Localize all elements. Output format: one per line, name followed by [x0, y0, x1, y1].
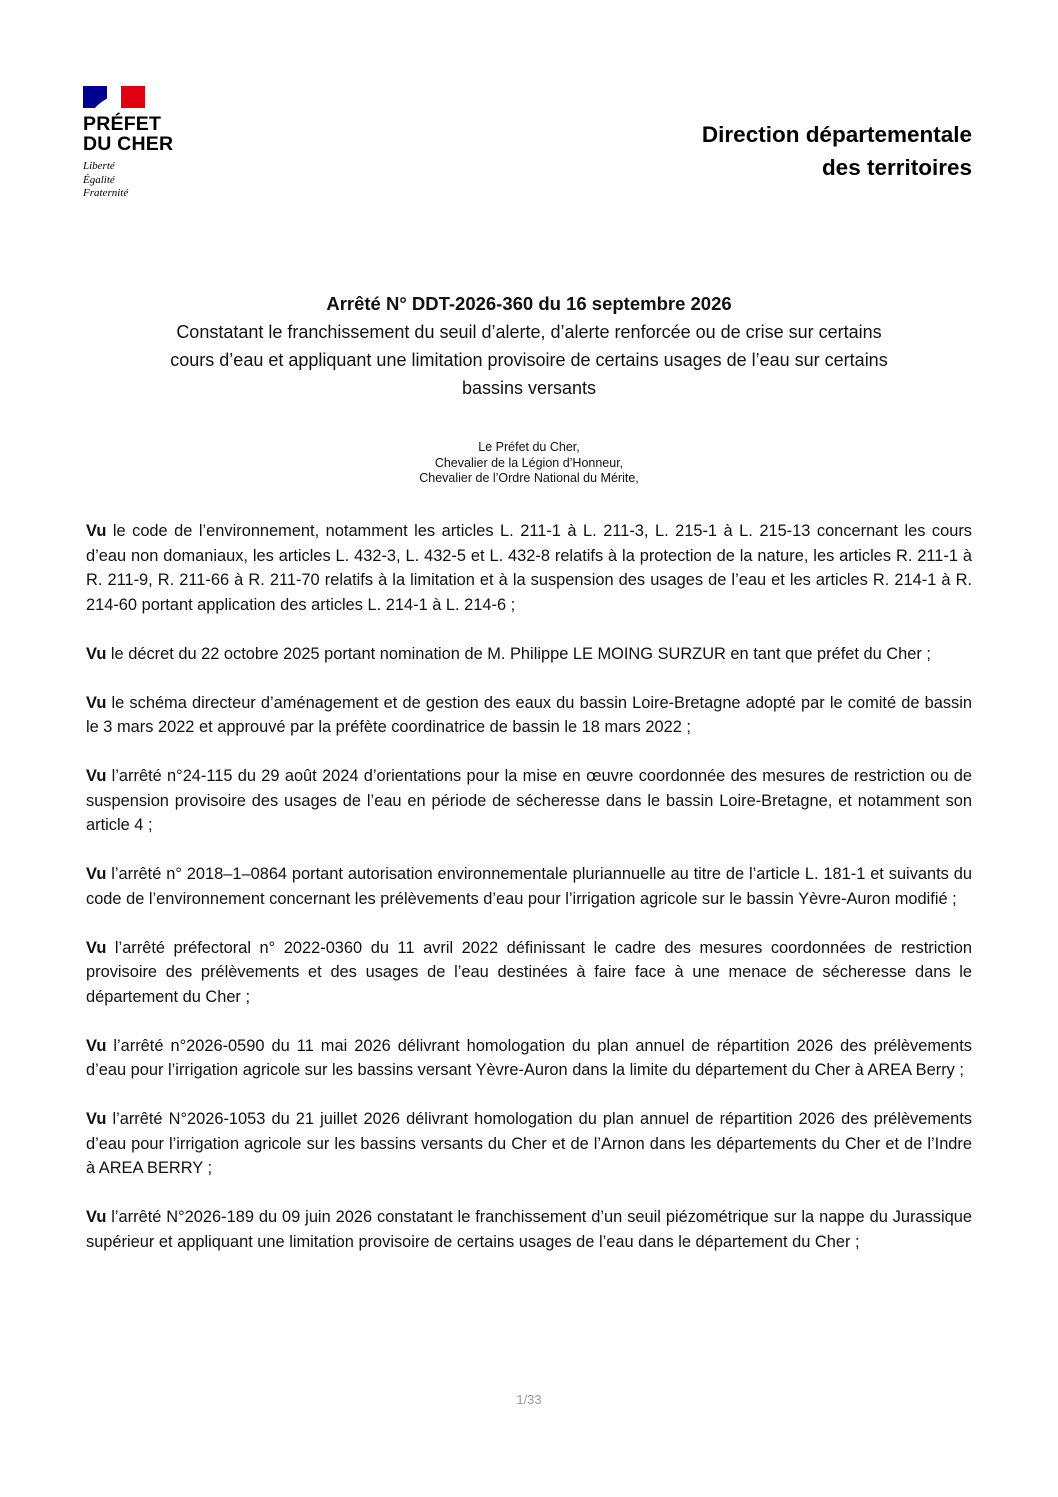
vu-keyword: Vu [86, 644, 107, 663]
vu-keyword: Vu [86, 767, 107, 785]
vu-keyword: Vu [86, 693, 107, 712]
vu-paragraph [86, 862, 972, 911]
prefecture-name-line: PRÉFET [83, 113, 162, 135]
vu-text: le code de l’environnement, notamment les articles L. 211-1 à L. 211-3, L. 215-1 à L. 215-13 concernant les cours d’eau non domaniaux, les articles L. 432-3, L. 432-5 et L. 432-8 relatifs à la protection de la nature, les articles R. 211-1 à R. 211-9, R. 211-66 à R. 211-70 relatifs à la limitation et à la suspension des usages de l’eau et les articles R. 214-1 à R. 214-60 portant application des articles L. 214-1 à L. 214-6 ; [86, 522, 973, 614]
prefet-titles [86, 440, 972, 487]
direction-line: des territoires [821, 155, 972, 180]
vu-text: l’arrêté n°2026-0590 du 11 mai 2026 délivrant homologation du plan annuel de répartition 2026 des prélèvements d’eau pour l’irrigation agricole sur les bassins versant Yèvre-Auron dans la limite du département du Cher à AREA Berry ; [86, 1036, 972, 1079]
arrete-subtitle [100, 318, 958, 402]
vu-paragraph [86, 691, 972, 740]
vu-paragraph [86, 642, 972, 667]
prefecture-logo [83, 86, 203, 201]
vu-keyword: Vu [86, 938, 107, 957]
page-number: 1/33 [516, 1392, 542, 1407]
republic-motto [83, 160, 203, 201]
vu-text: l’arrêté N°2026-189 du 09 juin 2026 constatant le franchissement d’un seuil piézométrique sur la nappe du Jurassique supérieur et appliquant une limitation provisoire de certains usages de l’eau dans le département du Cher ; [86, 1208, 972, 1251]
direction-line: Direction départementale [701, 122, 972, 147]
vu-text: l’arrêté préfectoral n° 2022-0360 du 11 avril 2022 définissant le cadre des mesures coordonnées de restriction provisoire des prélèvements et des usages de l’eau destinées à faire face à une menace de sécheresse dans le département du Cher ; [86, 938, 972, 1006]
vu-keyword: Vu [86, 1208, 107, 1226]
prefet-title-line: Chevalier de la Légion d’Honneur, [434, 455, 624, 470]
motto-line: Égalité [83, 173, 115, 186]
prefet-title-line: Le Préfet du Cher, [478, 440, 580, 454]
vu-keyword: Vu [86, 1036, 107, 1055]
vu-keyword: Vu [86, 865, 107, 883]
marianne-logo-icon [83, 86, 145, 108]
vu-text: l’arrêté n° 2018–1–0864 portant autorisation environnementale pluriannuelle au titre de l’article L. 181-1 et suivants du code de l’environnement concernant les prélèvements d’eau pour l’irrigation agricole sur le bassin Yèvre-Auron modifié ; [86, 865, 972, 908]
subtitle-line: Constatant le franchissement du seuil d’alerte, d’alerte renforcée ou de crise sur certains [176, 322, 882, 342]
arrete-title: Arrêté N° DDT-2026-360 du 16 septembre 2026 [326, 293, 732, 314]
vu-text: le schéma directeur d’aménagement et de gestion des eaux du bassin Loire-Bretagne adopté par le comité de bassin le 3 mars 2022 et approuvé par la préfète coordinatrice de bassin le 18 mars 2022 ; [86, 693, 972, 736]
vu-keyword: Vu [86, 1110, 107, 1128]
vu-paragraph [86, 1107, 972, 1181]
vu-list [86, 519, 972, 1279]
vu-paragraph [86, 764, 972, 838]
vu-text: l’arrêté n°24-115 du 29 août 2024 d’orientations pour la mise en œuvre coordonnée des mesures de restriction ou de suspension provisoire des usages de l’eau en période de sécheresse dans le bassin Loire-Bretagne, et notamment son article 4 ; [86, 767, 973, 834]
motto-line: Liberté [83, 160, 115, 172]
vu-paragraph [86, 1205, 972, 1254]
vu-paragraph [86, 936, 972, 1010]
prefecture-name-line: DU CHER [83, 133, 174, 155]
vu-text: l’arrêté N°2026-1053 du 21 juillet 2026 délivrant homologation du plan annuel de répartition 2026 des prélèvements d’eau pour l’irrigation agricole sur les bassins versants du Cher et de l’Arnon dans les départements du Cher et de l’Indre à AREA BERRY ; [86, 1110, 972, 1177]
subtitle-line: cours d’eau et appliquant une limitation provisoire de certains usages de l’eau sur certains [170, 350, 888, 370]
prefecture-name [83, 114, 203, 154]
vu-text: le décret du 22 octobre 2025 portant nomination de M. Philippe LE MOING SURZUR en tant que préfet du Cher ; [110, 644, 931, 663]
motto-line: Fraternité [83, 187, 129, 199]
vu-keyword: Vu [86, 522, 107, 540]
department-direction [702, 118, 972, 184]
prefet-title-line: Chevalier de l’Ordre National du Mérite, [419, 471, 639, 485]
vu-paragraph [86, 1034, 972, 1083]
subtitle-line: bassins versants [461, 378, 597, 398]
vu-paragraph [86, 519, 972, 617]
